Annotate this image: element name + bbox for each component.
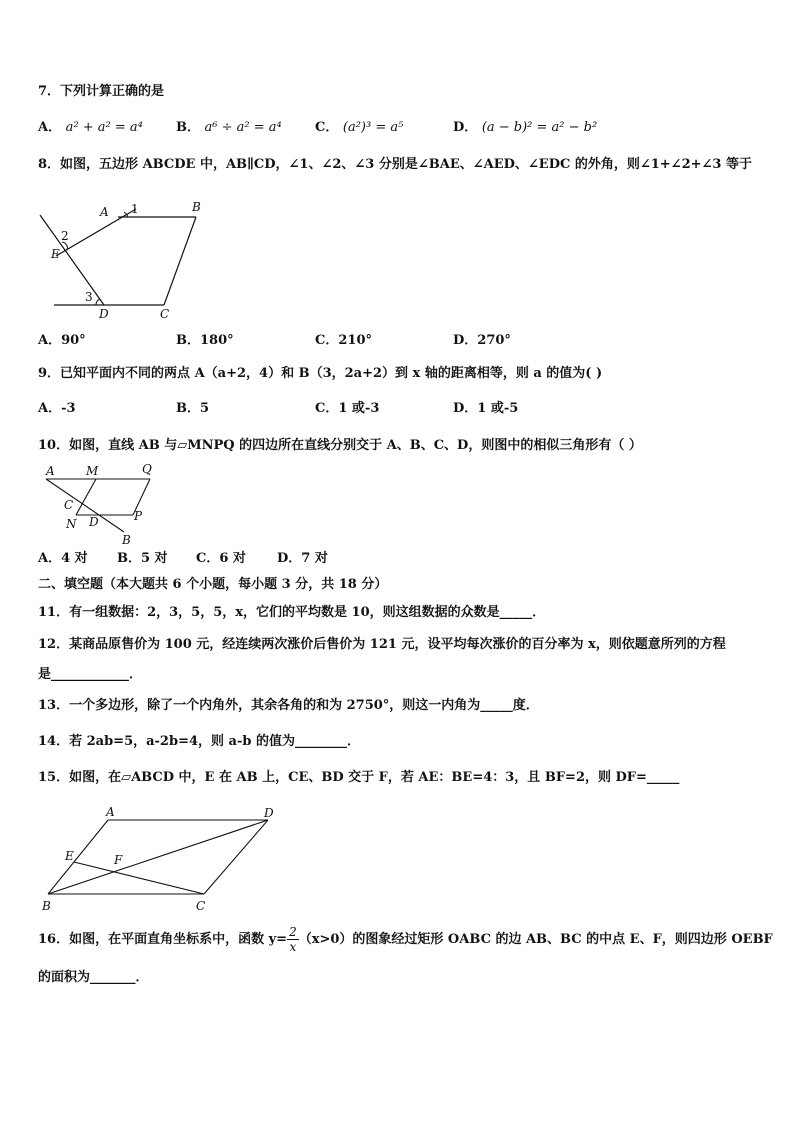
q7-option-c (315, 119, 403, 137)
q9-option-c: C．1 或-3 (315, 401, 380, 416)
q7-option-c-label: C． (315, 120, 339, 135)
question-11: 11．有一组数据：2，3，5，5，x，它们的平均数是 10，则这组数据的众数是_____． (38, 605, 546, 620)
question-8-stem: 8．如图，五边形 ABCDE 中，AB∥CD，∠1、∠2、∠3 分别是∠BAE、∠AED、∠EDC 的外角，则∠1+∠2+∠3 等于 (38, 157, 752, 172)
q15-label-d: D (264, 806, 274, 820)
section-2-heading: 二、填空题（本大题共 6 个小题，每小题 3 分，共 18 分） (38, 577, 388, 592)
q7-option-d-label: D． (453, 120, 478, 135)
q10-label-q: Q (142, 462, 152, 476)
q16-fraction-numerator: 2 (289, 925, 297, 939)
q8-option-d: D．270° (453, 333, 511, 348)
q7-option-a-label: A． (38, 120, 62, 135)
question-14: 14．若 2ab=5，a-2b=4，则 a-b 的值为________． (38, 734, 360, 749)
q15-label-b: B (42, 899, 51, 913)
question-16-stem (38, 925, 773, 954)
q10-label-a: A (46, 464, 55, 478)
question-16-line-2: 的面积为_______． (38, 970, 149, 985)
q16-fraction (287, 925, 299, 954)
q8-option-a: A．90° (38, 333, 86, 348)
q7-option-b (176, 119, 282, 137)
q8-label-1: 1 (131, 202, 139, 216)
q8-pentagon-figure (36, 196, 236, 321)
question-15-stem: 15．如图，在▱ABCD 中，E 在 AB 上，CE、BD 交于 F，若 AE：BE=4：3，且 BF=2，则 DF=_____ (38, 770, 680, 785)
q16-stem-post: （x>0）的图象经过矩形 OABC 的边 AB、BC 的中点 E、F，则四边形 OEBF (298, 932, 773, 947)
q10-option-c: C．6 对 (196, 551, 246, 566)
q7-option-a (38, 119, 143, 137)
q10-option-b: B．5 对 (117, 551, 168, 566)
q8-label-d: D (99, 307, 109, 321)
q15-label-c: C (196, 899, 206, 913)
q10-label-c: C (64, 498, 74, 512)
q10-label-b: B (122, 533, 131, 546)
q8-option-c: C．210° (315, 333, 372, 348)
q10-label-d: D (89, 515, 99, 529)
q7-option-b-expr: a⁶ ÷ a² = a⁴ (204, 120, 282, 135)
q10-option-a: A．4 对 (38, 551, 88, 566)
q16-fraction-denominator: x (289, 940, 297, 954)
q7-option-d-expr: (a − b)² = a² − b² (481, 120, 598, 135)
q15-parallelogram-figure (36, 802, 286, 914)
q10-parallelogram-figure (38, 458, 168, 546)
q7-option-c-expr: (a²)³ = a⁵ (342, 120, 404, 135)
question-10-stem: 10．如图，直线 AB 与▱MNPQ 的四边所在直线分别交于 A、B、C、D，则图中的相似三角形有（ ） (38, 438, 642, 453)
q15-label-f: F (114, 853, 123, 867)
question-13: 13．一个多边形，除了一个内角外，其余各角的和为 2750°，则这一内角为_____度． (38, 698, 539, 713)
q10-label-m: M (86, 464, 99, 478)
q15-label-e: E (65, 849, 74, 863)
q9-option-d: D．1 或-5 (453, 401, 519, 416)
q10-label-p: P (134, 509, 143, 523)
q7-option-b-label: B． (176, 120, 200, 135)
q10-option-d: D．7 对 (277, 551, 328, 566)
question-12-line-1: 12．某商品原售价为 100 元，经连续两次涨价后售价为 121 元，设平均每次涨价的百分率为 x，则依题意所列的方程 (38, 637, 726, 652)
q8-option-b: B．180° (176, 333, 234, 348)
q9-option-b: B．5 (176, 401, 210, 416)
q10-label-n: N (66, 517, 77, 531)
question-9-stem: 9．已知平面内不同的两点 A（a+2，4）和 B（3，2a+2）到 x 轴的距离相等，则 a 的值为( ) (38, 366, 603, 381)
question-7-stem: 7．下列计算正确的是 (38, 84, 165, 99)
q7-option-a-expr: a² + a² = a⁴ (65, 120, 143, 135)
q7-option-d (453, 119, 597, 137)
q15-label-a: A (106, 805, 115, 819)
q9-option-a: A．-3 (38, 401, 76, 416)
q8-label-2: 2 (61, 229, 69, 243)
q8-label-c: C (160, 307, 170, 321)
q16-stem-pre: 16．如图，在平面直角坐标系中，函数 y= (38, 932, 288, 947)
q8-label-a: A (100, 205, 109, 219)
q8-label-b: B (192, 200, 201, 214)
question-12-line-2: 是____________． (38, 667, 143, 682)
q8-label-3: 3 (85, 290, 93, 304)
q8-label-e: E (51, 247, 60, 261)
